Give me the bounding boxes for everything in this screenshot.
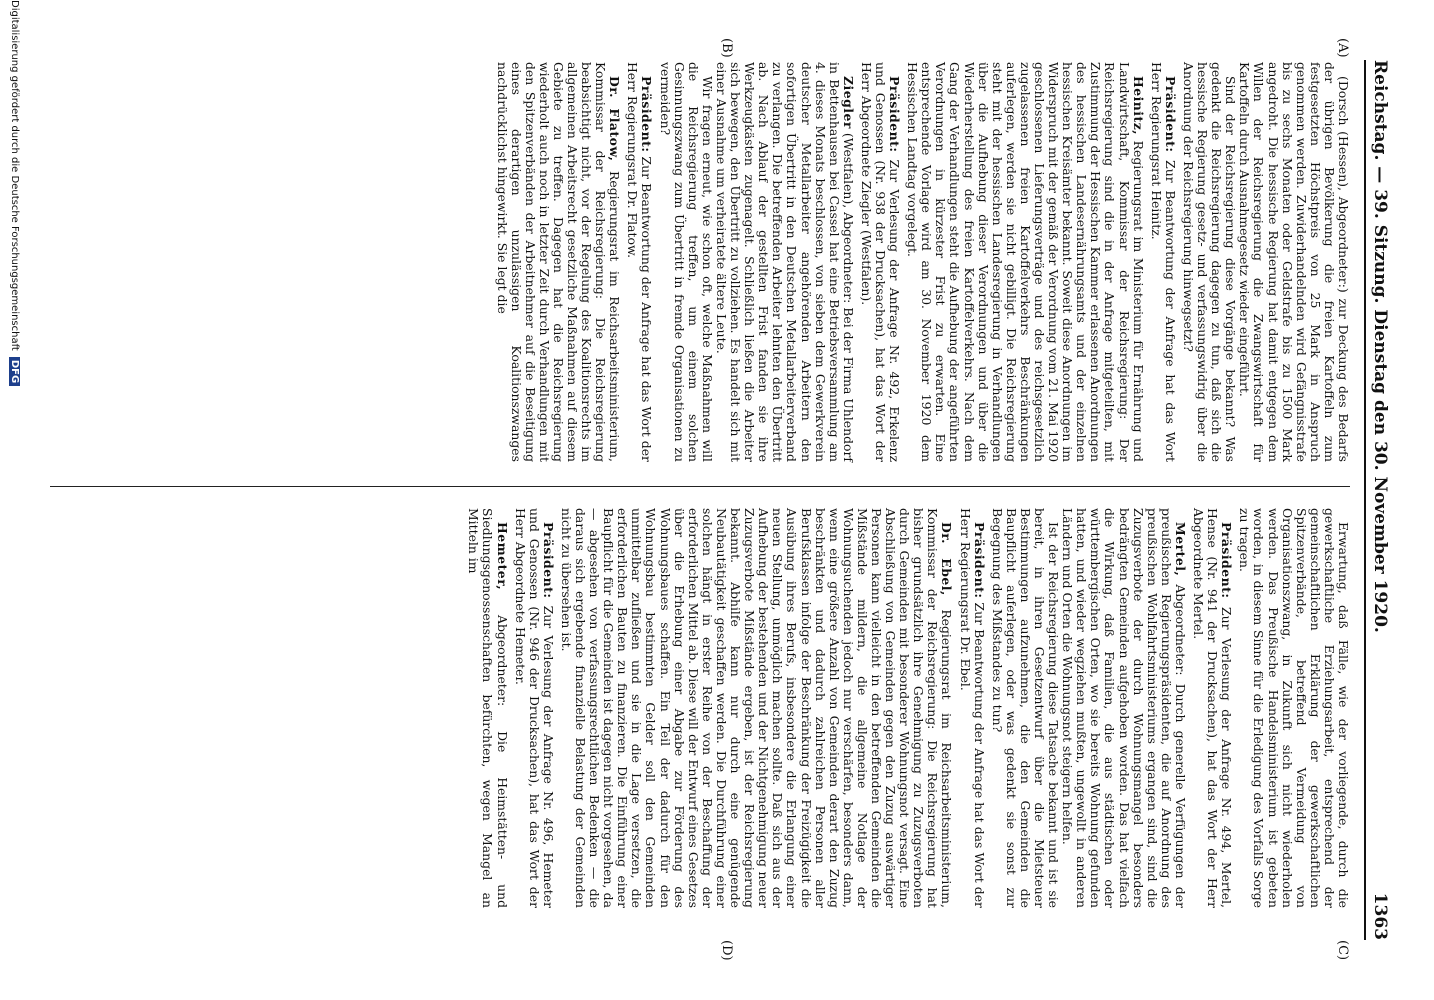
- paragraph-text: Zur Beantwortung der Anfrage hat das Wort Herr Regierungsrat Heinitz.: [1148, 62, 1178, 462]
- paragraph: [1181, 62, 1237, 462]
- paragraph: [1060, 508, 1187, 908]
- dfg-logo: DFG: [10, 357, 21, 386]
- left-column: [494, 62, 1350, 462]
- paragraph: [905, 62, 1145, 462]
- speaker-name: Hemeter,: [494, 522, 510, 591]
- paragraph: [559, 508, 954, 908]
- footer-text: Digitalisierung gefördert durch die Deutsche Forschungsgemeinschaft: [9, 0, 21, 351]
- paragraph: [1149, 62, 1177, 462]
- paragraph-text: Regierungsrat im Reichsarbeitsministerium, Kommissar der Reichsregierung: Die Reichsregierung hat bisher grundsätzlich ihre Genehmigung zu Zuzugsverboten durch Gemeinden mit besonderer Wohnungsnot versagt. Eine Abschließung von Gemeinden gegen den Zuzug auswärtiger Personen kann vielleicht in den betreffenden Gemeinden die Mißstände mildern, die allgemeine Notlage der Wohnungsuchenden jedoch nur verschärfen, besonders dann, wenn eine größere Anzahl von Gemeinden derart den Zuzug beschränkten und dadurch zahlreichen Personen aller Berufsklassen infolge der Beschränkung der Freizügigkeit die Ausübung ihres Berufs, insbesondere die Erlangung einer neuen Stellung, unmöglich machen sollte. Daß sich aus der Aufhebung der bestehenden und der Nichtgenehmigung neuer Zuzugsverbote Mißstände ergeben, ist der Reichsregierung bekannt. Abhilfe kann nur durch eine genügende Neubautätigkeit geschaffen werden. Die Durchführung einer solchen hängt in erster Reihe von der Beschaffung der erforderlichen Mittel ab. Diese will der Entwurf eines Gesetzes über die Erhebung einer Abgabe zur Förderung des Wohnungsbaues schaffen. Ein Teil der dadurch für den Wohnungsbau bestimmten Gelder soll den Gemeinden unmittelbar zufließen und sie in die Lage versetzen, die erforderlichen Bauten zu finanzieren. Die Einführung einer Baupflicht für die Gemeinden ist dagegen nicht vorgesehen, da — abgesehen von verfassungsrechtlichen Bedenken — die daraus sich ergebende finanzielle Belastung der Gemeinden nicht zu übersehen ist.: [558, 508, 955, 908]
- speaker-name: Dr. Ebel,: [939, 522, 955, 596]
- margin-mark-a: (A): [1335, 38, 1350, 58]
- speaker-name: Heinitz,: [1130, 76, 1146, 136]
- speaker-name: Präsident:: [1219, 522, 1235, 599]
- speaker-name: Dr. Flatow,: [607, 76, 623, 162]
- paragraph-text: Abgeordneter: Die Heimstätten- und Siedlungsgenossenschaften befürchten, wegen Mangel an Mitteln im: [466, 508, 510, 908]
- paragraph: [658, 62, 714, 462]
- speaker-name: Ziegler: [840, 76, 856, 129]
- margin-mark-d: (D): [719, 940, 734, 961]
- paragraph-text: Abgeordneter: Durch generelle Verfügungen der preußischen Regierungspräsidenten, die auf Anordnung des preußischen Wohlfahrtsministeriums ergangen sind, sind die Zuzugsverbote der durch Wohnungsmangel besonders bedrängten Gemeinden aufgehoben worden. Das hat vielfach die Wirkung, daß Familien, die aus städtischen oder württembergischen Orten, wo sie bereits Wohnung gefunden hatten, und wieder wegziehen mußten, ungewollt in anderen Ländern und Orten die Wohnungsnot steigern helfen.: [1060, 508, 1188, 908]
- right-column: [466, 508, 1350, 908]
- paragraph: [513, 508, 555, 908]
- paragraph-text: Erwartung, daß Fälle, wie der vorliegende, durch die gewerkschaftliche Erziehungsarbeit, entsprechend der gemeinschaftlichen Erklärung der gewerkschaftlichen Spitzenverbände, betreffend Vermeidung von Organisationszwang, in Zukunft sich nicht wiederholen werden. Das Preußische Handelsministerium ist gebeten worden, in diesem Sinne für die Erledigung des Vorfalls Sorge zu tragen.: [1237, 508, 1351, 908]
- footer: [1, 0, 29, 1000]
- paragraph-text: Zur Verlesung der Anfrage Nr. 492, Erkelenz und Genossen (Nr. 938 der Drucksachen), hat das Wort der Herr Abgeordnete Ziegler (Westfalen).: [858, 62, 903, 462]
- speaker-name: Präsident:: [971, 522, 987, 599]
- speaker-name: Präsident:: [639, 76, 655, 153]
- page-header: [1364, 60, 1394, 940]
- paragraph: [957, 508, 985, 908]
- paragraph: [1237, 62, 1350, 462]
- paragraph: [1191, 508, 1233, 908]
- paragraph-text: (Westfalen), Abgeordneter: Bei der Firma Uhlendorf in Bettenhausen bei Cassel hat eine Betriebsversammlung am 4. dieses Monats beschlossen, von sieben dem Gewerkverein deutscher Metallarbeiter angehörenden Arbeitern den sofortigen Übertritt in den Deutschen Metallarbeiterverband zu verlangen. Die betreffenden Arbeiter lehnten den Übertritt ab. Nach Ablauf der gestellten Frist fanden sie ihre Werkzeugkästen zugenagelt. Schließlich ließen die Arbeiter sich bewegen, den Übertritt zu vollziehen. Es handelt sich mit einer Ausnahme um verheiratete ältere Leute.: [713, 62, 856, 462]
- speaker-name: Präsident:: [887, 76, 903, 153]
- paragraph: [625, 62, 653, 462]
- speaker-name: Präsident:: [540, 522, 556, 599]
- speaker-name: Mertel,: [1172, 522, 1188, 577]
- page-number: 1363: [1370, 892, 1390, 940]
- paragraph-text: Regierungsrat im Ministerium für Ernährung und Landwirtschaft, Kommissar der Reichsregierung: Der Reichsregierung sind die in der Anfrage mitgeteilten, mit Zustimmung der Hessischen Kammer erlassenen Anordnungen des hessischen Landesernährungsamts und der einzelnen hessischen Kreisämter bekannt. Soweit diese Anordnungen im Widerspruch mit der gemäß der Verordnung vom 21. Mai 1920 geschlossenen Lieferungsverträge und des reichsgesetzlich zugelassenen freien Kartoffelverkehrs Beschränkungen auferlegen, werden sie nicht gebilligt. Die Reichsregierung steht mit der hessischen Landesregierung in Verhandlungen über die Aufhebung dieser Verordnungen und über die Wiederherstellung des freien Kartoffelverkehrs. Nach dem Gang der Verhandlungen steht die Aufhebung der angeführten Verordnungen in kürzester Frist zu erwarten. Eine entsprechende Vorlage wird am 30. November 1920 dem Hessischen Landtag vorgelegt.: [905, 62, 1146, 462]
- paragraph-text: (Dorsch (Hessen), Abgeordneter:) zur Deckung des Bedarfs der übrigen Bevölkerung die freien Kartoffeln zum festgesetzten Höchstpreis von 25 Mark in Anspruch genommen werden. Zuwiderhandelnden wird Gefängnisstrafe bis zu sechs Monaten oder Geldstrafe bis zu 1500 Mark angedroht. Die hessische Regierung hat damit entgegen dem Willen der Reichsregierung die Zwangswirtschaft für Kartoffeln durch Ausnahmegesetz wieder eingeführt.: [1237, 62, 1351, 462]
- paragraph-text: Zur Beantwortung der Anfrage hat das Wort der Herr Regierungsrat Dr. Ebel.: [957, 508, 987, 908]
- paragraph: [859, 62, 901, 462]
- header-title: Reichstag. — 39. Sitzung. Dienstag den 30. November 1920.: [1370, 60, 1390, 633]
- margin-mark-c: (C): [1335, 940, 1350, 961]
- paragraph-text: Regierungsrat im Reichsarbeitsministerium, Kommissar der Reichsregierung: Die Reichsregierung beabsichtigt nicht, vor der Regelung des Koalitionsrechts im allgemeinen Arbeitsrecht gesetzliche Maßnahmen auf diesem Gebiete zu treffen. Dagegen hat die Reichsregierung wiederholt auch noch in letzter Zeit durch Verhandlungen mit den Spitzenverbänden der Arbeitnehmer auf die Beseitigung eines derartigen unzulässigen Koalitionszwanges nachdrücklichst hingewirkt. Sie legt die: [494, 62, 623, 462]
- paragraph: [466, 508, 508, 908]
- paragraph-text: Wir fragen erneut, wie schon oft, welche Maßnahmen will die Reichsregierung treffen, um einem solchen Gesinnungszwang zum Übertritt in fremde Organisationen zu vermeiden?: [657, 62, 715, 462]
- paragraph: [494, 62, 621, 462]
- speaker-name: Präsident:: [1162, 76, 1178, 153]
- paragraph: [1237, 508, 1350, 908]
- column-divider: [50, 486, 1350, 487]
- paragraph-text: Zur Beantwortung der Anfrage hat das Wort der Herr Regierungsrat Dr. Flatow.: [625, 62, 655, 462]
- paragraph: [714, 62, 855, 462]
- paragraph-text: Zur Verlesung der Anfrage Nr. 496, Hemeter und Genossen (Nr. 946 der Drucksachen), hat das Wort der Herr Abgeordnete Hemeter.: [512, 508, 556, 908]
- paragraph-text: Ist der Reichsregierung diese Tatsache bekannt und ist sie bereit, in ihren Gesetzentwurf über die Mietsteuer Bestimmungen aufzunehmen, die den Gemeinden die Baupflicht auferlegen, oder was gedenkt sie sonst zur Begegnung des Mißstandes zu tun?: [989, 508, 1062, 908]
- margin-mark-b: (B): [719, 38, 734, 58]
- paragraph-text: Sind der Reichsregierung diese Vorgänge bekannt? Was gedenkt die Reichsregierung dagegen zu tun, daß sich die hessische Regierung gesetz- und verfassungswidrig über die Anordnung der Reichsregierung hinwegsetzt?: [1180, 62, 1239, 462]
- paragraph: [990, 508, 1060, 908]
- paragraph-text: Zur Verlesung der Anfrage Nr. 494, Mertel, Hense (Nr. 941 der Drucksachen), hat das Wort der Herr Abgeordnete Mertel.: [1191, 508, 1235, 908]
